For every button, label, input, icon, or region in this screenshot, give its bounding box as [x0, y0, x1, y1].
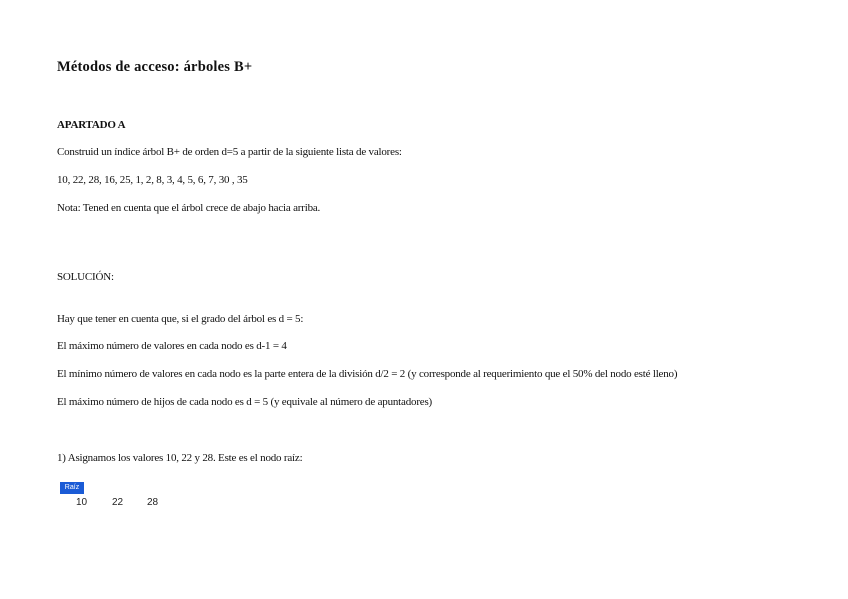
rule-max-values: El máximo número de valores en cada nodo es d-1 = 4: [57, 340, 287, 352]
problem-statement: Construid un índice árbol B+ de orden d=5 a partir de la siguiente lista de valores:: [57, 146, 402, 158]
root-node-label: Raíz: [60, 482, 84, 494]
node-value: 22: [112, 497, 124, 508]
note-text: Nota: Tened en cuenta que el árbol crece de abajo hacia arriba.: [57, 202, 321, 214]
rule-max-children: El máximo número de hijos de cada nodo es d = 5 (y equivale al número de apuntadores): [57, 396, 433, 408]
section-heading-apartado-a: APARTADO A: [57, 119, 126, 131]
step-1-text: 1) Asignamos los valores 10, 22 y 28. Este es el nodo raíz:: [57, 452, 303, 464]
solution-intro: Hay que tener en cuenta que, si el grado del árbol es d = 5:: [57, 313, 304, 325]
values-list: 10, 22, 28, 16, 25, 1, 2, 8, 3, 4, 5, 6, 7, 30 , 35: [57, 174, 248, 186]
document-title: Métodos de acceso: árboles B+: [57, 59, 253, 75]
solution-heading: SOLUCIÓN:: [57, 271, 114, 283]
rule-min-values: El mínimo número de valores en cada nodo es la parte entera de la división d/2 = 2 (y corresponde al requerimiento que el 50% del nodo esté lleno): [57, 368, 678, 380]
node-value: 28: [147, 497, 159, 508]
node-value: 10: [76, 497, 88, 508]
